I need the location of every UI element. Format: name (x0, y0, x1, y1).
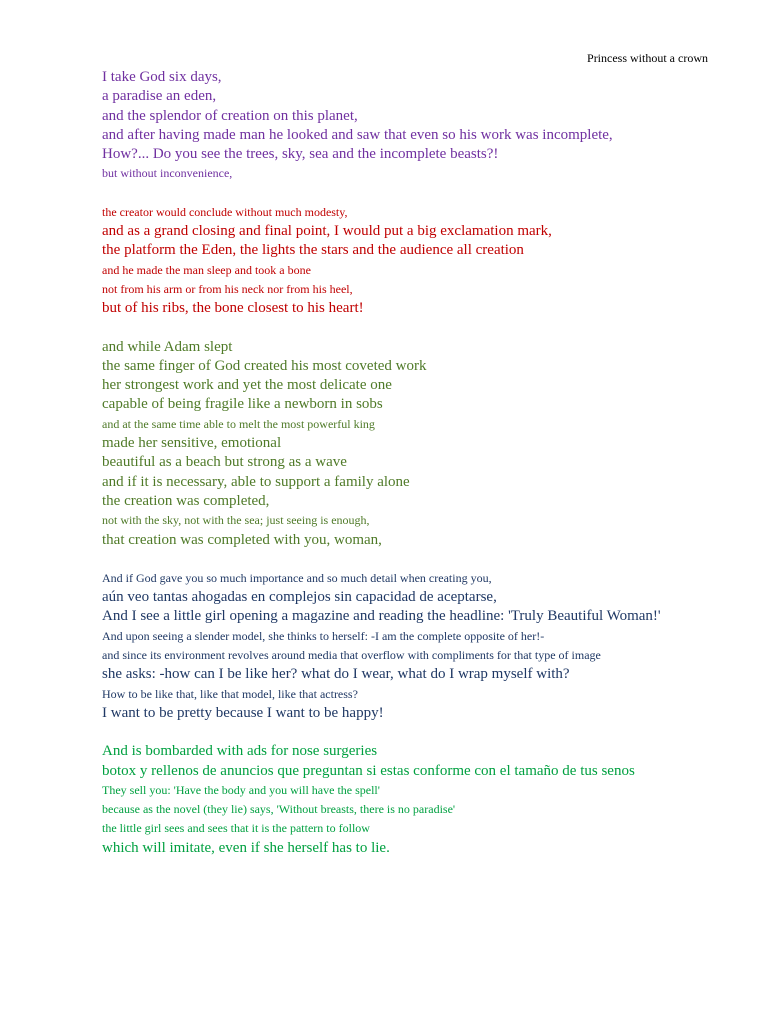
poem-line: and the splendor of creation on this planet, (102, 107, 358, 124)
page-header-title: Princess without a crown (587, 51, 708, 65)
poem-line: not with the sky, not with the sea; just seeing is enough, (102, 513, 370, 528)
poem-line: and after having made man he looked and saw that even so his work was incomplete, (102, 126, 613, 143)
poem-line: she asks: -how can I be like her? what do I wear, what do I wrap myself with? (102, 666, 570, 683)
poem-line: How to be like that, like that model, like that actress? (102, 686, 358, 701)
stanza-3 (102, 338, 742, 550)
poem-line: but of his ribs, the bone closest to his heart! (102, 300, 364, 317)
poem-line: How?... Do you see the trees, sky, sea and the incomplete beasts?! (102, 146, 499, 163)
poem-line: capable of being fragile like a newborn in sobs (102, 396, 383, 413)
poem-line: made her sensitive, emotional (102, 435, 282, 452)
stanza-2 (102, 203, 742, 319)
poem-body (102, 68, 742, 858)
poem-line: because as the novel (they lie) says, 'Without breasts, there is no paradise' (102, 802, 456, 817)
stanza-gap (102, 723, 742, 742)
poem-line: which will imitate, even if she herself has to lie. (102, 839, 390, 856)
poem-line: And is bombarded with ads for nose surgeries (102, 743, 378, 760)
poem-line: And I see a little girl opening a magazine and reading the headline: 'Truly Beautiful Woman!' (102, 608, 661, 625)
poem-line: that creation was completed with you, woman, (102, 531, 382, 548)
poem-line: the creator would conclude without much modesty, (102, 204, 348, 219)
poem-line: I want to be pretty because I want to be happy! (102, 704, 384, 721)
stanza-1 (102, 68, 742, 184)
stanza-gap (102, 184, 742, 203)
poem-line: the little girl sees and sees that it is the pattern to follow (102, 821, 370, 836)
poem-line: aún veo tantas ahogadas en complejos sin capacidad de aceptarse, (102, 589, 497, 606)
poem-line: And if God gave you so much importance and so much detail when creating you, (102, 570, 492, 585)
stanza-4 (102, 569, 742, 723)
stanza-gap (102, 319, 742, 338)
poem-line: botox y rellenos de anuncios que preguntan si estas conforme con el tamaño de tus senos (102, 762, 635, 779)
poem-line: the creation was completed, (102, 492, 270, 509)
poem-line: but without inconvenience, (102, 166, 233, 181)
poem-line: and if it is necessary, able to support a family alone (102, 473, 410, 490)
stanza-5 (102, 742, 742, 858)
poem-line: and as a grand closing and final point, I would put a big exclamation mark, (102, 223, 552, 240)
poem-line: I take God six days, (102, 69, 222, 85)
poem-line: and while Adam slept (102, 338, 233, 355)
poem-line: And upon seeing a slender model, she thinks to herself: -I am the complete opposite of her!- (102, 628, 545, 643)
poem-line: They sell you: 'Have the body and you will have the spell' (102, 782, 380, 797)
poem-line: her strongest work and yet the most delicate one (102, 377, 392, 394)
poem-line: the same finger of God created his most coveted work (102, 357, 427, 374)
poem-line: and he made the man sleep and took a bone (102, 262, 311, 277)
poem-line: and since its environment revolves around media that overflow with compliments for that type of image (102, 648, 601, 663)
poem-line: not from his arm or from his neck nor from his heel, (102, 281, 353, 296)
poem-line: the platform the Eden, the lights the stars and the audience all creation (102, 242, 524, 259)
stanza-gap (102, 550, 742, 569)
poem-line: and at the same time able to melt the most powerful king (102, 416, 375, 431)
poem-line: a paradise an eden, (102, 88, 217, 105)
poem-line: beautiful as a beach but strong as a wave (102, 454, 347, 471)
